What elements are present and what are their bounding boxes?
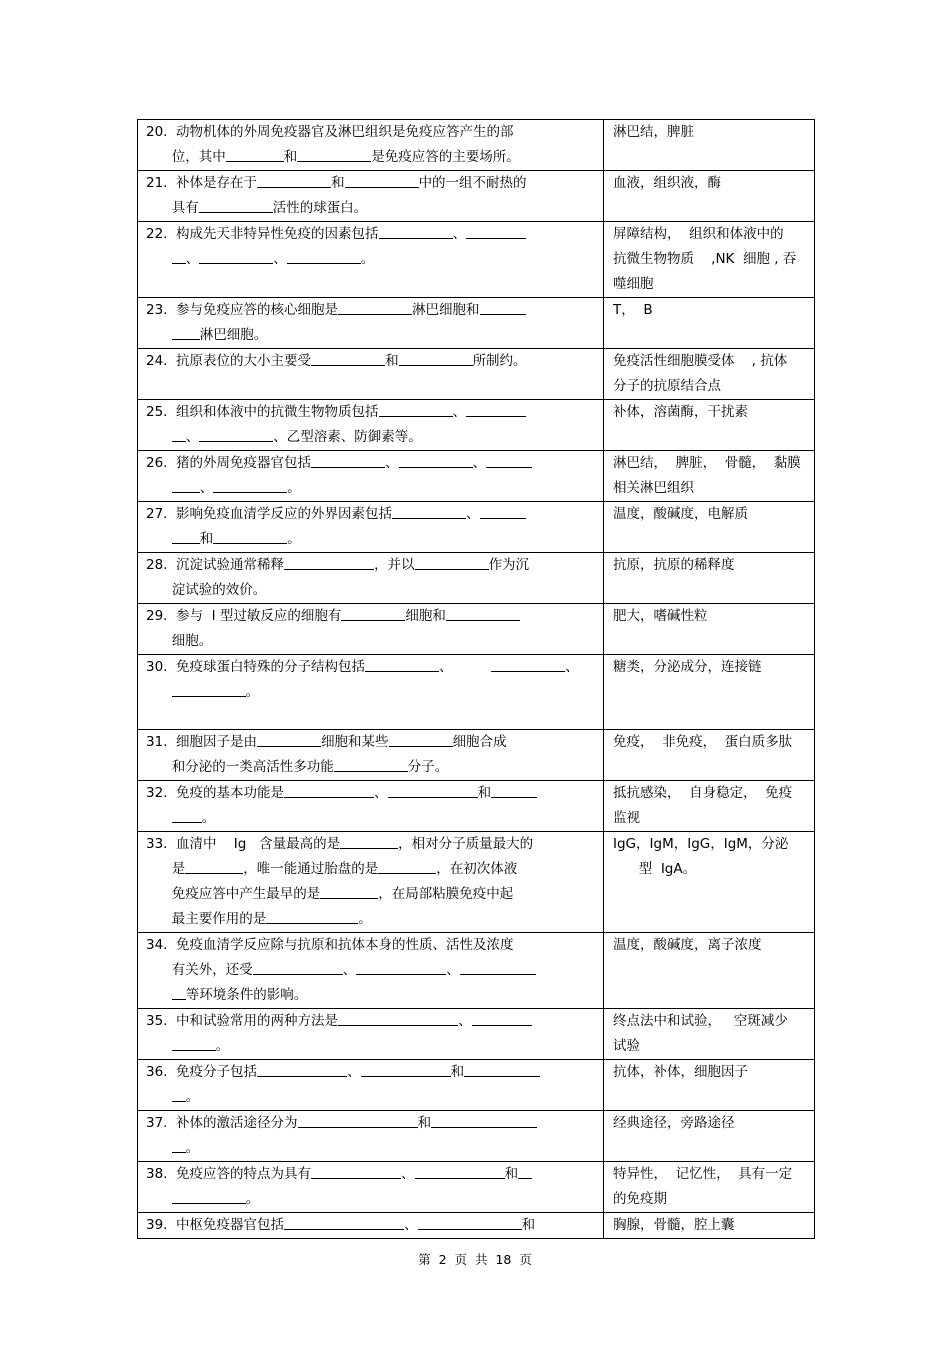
- question-row: [138, 730, 815, 781]
- answer-cell: [604, 451, 815, 502]
- question-text: 淋巴细胞。: [199, 327, 268, 343]
- fill-in-blank: [257, 1061, 347, 1077]
- question-cell: [138, 933, 604, 1009]
- answer-cell: [604, 171, 815, 222]
- question-text: 作为沉: [488, 557, 530, 573]
- question-text: 21. 补体是存在于: [146, 175, 258, 191]
- answer-cell: [604, 222, 815, 298]
- question-text: 具有: [146, 200, 199, 216]
- answer-text: IgG，IgM，IgG，IgM，分泌: [613, 836, 789, 852]
- question-text: 免疫应答中产生最早的是: [146, 886, 321, 902]
- fill-in-blank: [199, 426, 273, 442]
- fill-in-blank: [356, 959, 446, 975]
- question-text: 、: [452, 404, 467, 420]
- fill-in-blank: [431, 1112, 537, 1128]
- answer-text: 终点法中和试验， 空斑减少: [613, 1013, 788, 1029]
- question-row: [138, 933, 815, 1009]
- fill-in-blank: [446, 605, 520, 621]
- question-text: 、: [185, 251, 200, 267]
- question-cell: [138, 502, 604, 553]
- question-text: [146, 810, 172, 826]
- question-text: 20. 动物机体的外周免疫器官及淋巴组织是免疫应答产生的部: [146, 124, 514, 140]
- question-row: [138, 1060, 815, 1111]
- question-cell: [138, 222, 604, 298]
- fill-in-blank: [311, 1163, 401, 1179]
- fill-in-blank: [185, 858, 243, 874]
- answer-cell: [604, 1009, 815, 1060]
- answer-text: 型 IgA。: [613, 861, 697, 877]
- question-text: 和: [331, 175, 345, 191]
- fill-in-blank: [172, 248, 186, 264]
- question-text: 31. 细胞因子是由: [146, 734, 258, 750]
- fill-in-blank: [418, 1214, 522, 1230]
- question-line: [146, 1213, 597, 1238]
- fill-in-blank: [472, 1010, 532, 1026]
- question-line: [146, 196, 597, 221]
- question-text: 。: [287, 480, 301, 496]
- question-text: 细胞。: [146, 633, 213, 649]
- question-cell: [138, 1213, 604, 1239]
- question-text: 、: [385, 455, 399, 471]
- question-line: [146, 247, 597, 272]
- question-text: 37. 补体的激活途径分为: [146, 1115, 298, 1131]
- question-line: [146, 983, 597, 1008]
- answer-text: 抗原，抗原的稀释度: [613, 557, 735, 573]
- question-row: [138, 1111, 815, 1162]
- question-row: [138, 604, 815, 655]
- question-line: [146, 502, 597, 527]
- question-text: 细胞合成: [452, 734, 507, 750]
- fill-in-blank: [172, 807, 202, 823]
- question-text: [146, 684, 172, 700]
- question-line: [146, 578, 597, 603]
- fill-in-blank: [491, 782, 537, 798]
- fill-in-blank: [518, 1163, 532, 1179]
- question-line: [146, 1162, 597, 1187]
- fill-in-blank: [172, 1137, 186, 1153]
- question-text: 。: [215, 1038, 230, 1054]
- question-cell: [138, 120, 604, 171]
- fill-in-blank: [172, 681, 246, 697]
- question-text: 33. 血清中 Ig 含量最高的是: [146, 836, 341, 852]
- fill-in-blank: [338, 1010, 458, 1026]
- question-text: 30. 免疫球蛋白特殊的分子结构包括: [146, 659, 366, 675]
- answer-cell: [604, 349, 815, 400]
- question-cell: [138, 349, 604, 400]
- fill-in-blank: [213, 528, 287, 544]
- question-text: 细胞和某些: [321, 734, 389, 750]
- question-line: [146, 1111, 597, 1136]
- answer-cell: [604, 604, 815, 655]
- question-text: 26. 猪的外周免疫器官包括: [146, 455, 312, 471]
- question-text: 是免疫应答的主要场所。: [371, 149, 520, 165]
- question-text: [146, 429, 172, 445]
- fill-in-blank: [172, 528, 200, 544]
- question-cell: [138, 832, 604, 933]
- question-text: 分子。: [407, 759, 449, 775]
- question-row: [138, 400, 815, 451]
- fill-in-blank: [345, 172, 419, 188]
- question-line: [146, 907, 597, 932]
- fill-in-blank: [320, 883, 378, 899]
- fill-in-blank: [226, 146, 284, 162]
- answer-cell: [604, 1060, 815, 1111]
- question-line: [146, 298, 597, 323]
- question-line: [146, 120, 597, 145]
- question-text: 24. 抗原表位的大小主要受: [146, 353, 312, 369]
- question-text: 、: [446, 962, 460, 978]
- question-text: 和: [450, 1064, 465, 1080]
- answer-cell: [604, 730, 815, 781]
- answer-cell: [604, 1162, 815, 1213]
- question-cell: [138, 1111, 604, 1162]
- question-text: ，并以: [374, 557, 415, 573]
- question-text: 。: [287, 531, 301, 547]
- question-line: [146, 857, 597, 882]
- question-text: 等环境条件的影响。: [185, 987, 308, 1003]
- fill-in-blank: [460, 959, 536, 975]
- answer-text: 淋巴结，脾脏: [613, 124, 694, 140]
- question-row: [138, 171, 815, 222]
- fill-in-blank: [311, 452, 385, 468]
- question-text: [146, 251, 172, 267]
- question-text: 和: [504, 1166, 519, 1182]
- question-text: ，在初次体液: [436, 861, 518, 877]
- question-text: 、: [404, 1217, 418, 1233]
- answer-text: 温度，酸碱度，电解质: [613, 506, 748, 522]
- question-line: [146, 145, 597, 170]
- question-text: 。: [360, 251, 375, 267]
- fill-in-blank: [399, 350, 473, 366]
- question-line: [146, 1187, 597, 1212]
- question-text: 、: [452, 226, 467, 242]
- question-text: 活性的球蛋白。: [272, 200, 368, 216]
- fill-in-blank: [341, 605, 405, 621]
- fill-in-blank: [172, 1035, 216, 1051]
- question-cell: [138, 553, 604, 604]
- question-line: [146, 1136, 597, 1161]
- question-row: [138, 451, 815, 502]
- question-text: 和: [417, 1115, 432, 1131]
- question-text: 和分泌的一类高活性多功能: [146, 759, 334, 775]
- answer-text: 温度，酸碱度，离子浓度: [613, 937, 762, 953]
- question-text: 位，其中: [146, 149, 226, 165]
- question-text: 32. 免疫的基本功能是: [146, 785, 285, 801]
- question-text: 和: [199, 531, 214, 547]
- question-text: [146, 1089, 172, 1105]
- answer-cell: [604, 832, 815, 933]
- fill-in-blank: [338, 299, 412, 315]
- question-text: 最主要作用的是: [146, 911, 267, 927]
- question-text: 27. 影响免疫血清学反应的外界因素包括: [146, 506, 393, 522]
- question-text: 。: [185, 1089, 200, 1105]
- fill-in-blank: [172, 1086, 186, 1102]
- answer-text: 特异性， 记忆性， 具有一定: [613, 1166, 793, 1182]
- question-text: 39. 中枢免疫器官包括: [146, 1217, 285, 1233]
- fill-in-blank: [491, 656, 565, 672]
- question-text: 38. 免疫应答的特点为具有: [146, 1166, 312, 1182]
- question-text: 。: [245, 684, 260, 700]
- fill-in-blank: [311, 350, 385, 366]
- question-text: 细胞和: [405, 608, 446, 624]
- question-text: 、: [273, 251, 287, 267]
- question-row: [138, 1162, 815, 1213]
- question-text: 22. 构成先天非特异性免疫的因素包括: [146, 226, 379, 242]
- question-text: 35. 中和试验常用的两种方法是: [146, 1013, 339, 1029]
- question-row: [138, 1213, 815, 1239]
- question-row: [138, 553, 815, 604]
- question-cell: [138, 400, 604, 451]
- question-text: 、: [472, 455, 487, 471]
- question-text: 28. 沉淀试验通常稀释: [146, 557, 285, 573]
- answer-cell: [604, 1213, 815, 1239]
- question-row: [138, 655, 815, 730]
- answer-text: 补体，溶菌酶，干扰素: [613, 404, 748, 420]
- question-line: [146, 781, 597, 806]
- question-line: [146, 400, 597, 425]
- question-text: 、: [347, 1064, 361, 1080]
- question-line: [146, 323, 597, 348]
- question-line: [146, 553, 597, 578]
- answer-text: 屏障结构， 组织和体液中的: [613, 226, 784, 242]
- question-cell: [138, 604, 604, 655]
- fill-in-blank: [379, 401, 453, 417]
- answer-cell: [604, 655, 815, 730]
- question-text: 25. 组织和体液中的抗微生物物质包括: [146, 404, 379, 420]
- answer-text: 淋巴结， 脾脏， 骨髓， 黏膜: [613, 455, 801, 471]
- question-cell: [138, 781, 604, 832]
- fill-in-blank: [466, 223, 526, 239]
- question-row: [138, 120, 815, 171]
- question-line: [146, 933, 597, 958]
- question-text: [146, 531, 172, 547]
- answer-text: 糖类，分泌成分，连接链: [613, 659, 762, 675]
- question-row: [138, 1009, 815, 1060]
- question-text: 29. 参与 Ⅰ 型过敏反应的细胞有: [146, 608, 342, 624]
- question-text: 是: [146, 861, 186, 877]
- answer-text: 抗微生物物质 ,NK 细胞 , 吞: [613, 251, 797, 267]
- question-line: [146, 476, 597, 501]
- fill-in-blank: [298, 1112, 418, 1128]
- fill-in-blank: [334, 756, 408, 772]
- answer-cell: [604, 298, 815, 349]
- answer-text: 经典途径，旁路途径: [613, 1115, 735, 1131]
- question-text: 和: [477, 785, 492, 801]
- question-text: 、乙型溶素、防御素等。: [273, 429, 422, 445]
- question-text: [146, 1038, 172, 1054]
- question-cell: [138, 655, 604, 730]
- question-line: [146, 1034, 597, 1059]
- question-line: [146, 425, 597, 450]
- fill-in-blank: [415, 1163, 505, 1179]
- question-line: [146, 1060, 597, 1085]
- fill-in-blank: [392, 503, 466, 519]
- question-row: [138, 502, 815, 553]
- fill-in-blank: [172, 984, 186, 1000]
- fill-in-blank: [172, 477, 200, 493]
- question-text: 、: [439, 659, 492, 675]
- answer-cell: [604, 1111, 815, 1162]
- question-line: [146, 655, 597, 680]
- answer-text: 胸腺，骨髓，腔上囊: [613, 1217, 735, 1233]
- question-cell: [138, 298, 604, 349]
- question-text: 和: [521, 1217, 536, 1233]
- fill-in-blank: [389, 731, 453, 747]
- question-row: [138, 222, 815, 298]
- fill-in-blank: [388, 782, 478, 798]
- fill-in-blank: [257, 731, 321, 747]
- answer-text: 免疫， 非免疫， 蛋白质多肽: [613, 734, 793, 750]
- fill-in-blank: [415, 554, 489, 570]
- fill-in-blank: [199, 197, 273, 213]
- question-text: 34. 免疫血清学反应除与抗原和抗体本身的性质、活性及浓度: [146, 937, 514, 953]
- question-line: [146, 832, 597, 857]
- question-text: 。: [245, 1191, 260, 1207]
- question-text: 所制约。: [472, 353, 527, 369]
- question-row: [138, 298, 815, 349]
- qa-table: [137, 119, 815, 1239]
- question-text: [146, 327, 172, 343]
- question-row: [138, 781, 815, 832]
- question-text: 23. 参与免疫应答的核心细胞是: [146, 302, 339, 318]
- fill-in-blank: [266, 908, 358, 924]
- fill-in-blank: [172, 324, 200, 340]
- fill-in-blank: [284, 1214, 404, 1230]
- fill-in-blank: [213, 477, 287, 493]
- fill-in-blank: [287, 248, 361, 264]
- question-row: [138, 349, 815, 400]
- answer-cell: [604, 781, 815, 832]
- question-line: [146, 451, 597, 476]
- question-text: 、: [565, 659, 579, 675]
- question-text: 有关外，还受: [146, 962, 253, 978]
- question-text: 、: [466, 506, 480, 522]
- answer-cell: [604, 400, 815, 451]
- question-text: 、: [342, 962, 357, 978]
- fill-in-blank: [480, 503, 526, 519]
- question-text: 淀试验的效价。: [146, 582, 267, 598]
- answer-text: T， B: [613, 302, 653, 318]
- question-cell: [138, 730, 604, 781]
- question-text: 、: [185, 429, 200, 445]
- fill-in-blank: [284, 554, 374, 570]
- fill-in-blank: [466, 401, 526, 417]
- fill-in-blank: [361, 1061, 451, 1077]
- fill-in-blank: [378, 858, 436, 874]
- answer-cell: [604, 933, 815, 1009]
- question-text: 淋巴细胞和: [412, 302, 480, 318]
- question-line: [146, 222, 597, 247]
- question-text: ，唯一能通过胎盘的是: [243, 861, 379, 877]
- fill-in-blank: [257, 172, 331, 188]
- question-line: [146, 171, 597, 196]
- question-text: [146, 480, 172, 496]
- fill-in-blank: [486, 452, 532, 468]
- fill-in-blank: [284, 782, 374, 798]
- question-text: 、: [458, 1013, 472, 1029]
- answer-text: 免疫活性细胞膜受体 , 抗体: [613, 353, 788, 369]
- question-row: [138, 832, 815, 933]
- answer-text: 抗体，补体，细胞因子: [613, 1064, 748, 1080]
- fill-in-blank: [399, 452, 473, 468]
- fill-in-blank: [365, 656, 439, 672]
- question-text: 和: [385, 353, 399, 369]
- question-line: [146, 604, 597, 629]
- question-line: [146, 629, 597, 654]
- question-text: 36. 免疫分子包括: [146, 1064, 258, 1080]
- answer-text: 分子的抗原结合点: [613, 378, 721, 394]
- question-text: [146, 1191, 172, 1207]
- question-cell: [138, 1060, 604, 1111]
- fill-in-blank: [172, 426, 186, 442]
- question-line: [146, 730, 597, 755]
- question-text: 。: [185, 1140, 200, 1156]
- question-text: 、: [374, 785, 388, 801]
- question-line: [146, 680, 597, 705]
- answer-text: 肥大，嗜碱性粒: [613, 608, 708, 624]
- question-text: 、: [199, 480, 214, 496]
- question-cell: [138, 451, 604, 502]
- answer-text: 试验: [613, 1038, 640, 1054]
- question-cell: [138, 1162, 604, 1213]
- question-text: 中的一组不耐热的: [418, 175, 527, 191]
- question-cell: [138, 1009, 604, 1060]
- question-line: [146, 958, 597, 983]
- question-cell: [138, 171, 604, 222]
- answer-cell: [604, 502, 815, 553]
- question-line: [146, 882, 597, 907]
- answer-text: 的免疫期: [613, 1191, 667, 1207]
- question-text: 和: [283, 149, 298, 165]
- page-footer: 第 2 页 共 18 页: [418, 1252, 532, 1267]
- fill-in-blank: [253, 959, 343, 975]
- answer-cell: [604, 553, 815, 604]
- question-text: [146, 1140, 172, 1156]
- answer-text: 抵抗感染， 自身稳定， 免疫: [613, 785, 793, 801]
- answer-cell: [604, 120, 815, 171]
- fill-in-blank: [297, 146, 371, 162]
- fill-in-blank: [172, 1188, 246, 1204]
- question-text: 。: [201, 810, 216, 826]
- question-line: [146, 527, 597, 552]
- question-line: [146, 1085, 597, 1110]
- question-text: [146, 987, 172, 1003]
- question-line: [146, 349, 597, 374]
- answer-text: 相关淋巴组织: [613, 480, 694, 496]
- fill-in-blank: [199, 248, 273, 264]
- question-text: 、: [401, 1166, 415, 1182]
- answer-text: 噬细胞: [613, 276, 654, 292]
- question-line: [146, 755, 597, 780]
- fill-in-blank: [340, 833, 398, 849]
- question-text: 。: [358, 911, 372, 927]
- fill-in-blank: [379, 223, 453, 239]
- answer-text: 血液，组织液，酶: [613, 175, 721, 191]
- question-text: ，相对分子质量最大的: [398, 836, 534, 852]
- question-line: [146, 806, 597, 831]
- answer-text: 监视: [613, 810, 640, 826]
- fill-in-blank: [464, 1061, 540, 1077]
- question-text: ，在局部粘膜免疫中起: [378, 886, 514, 902]
- fill-in-blank: [480, 299, 526, 315]
- question-line: [146, 1009, 597, 1034]
